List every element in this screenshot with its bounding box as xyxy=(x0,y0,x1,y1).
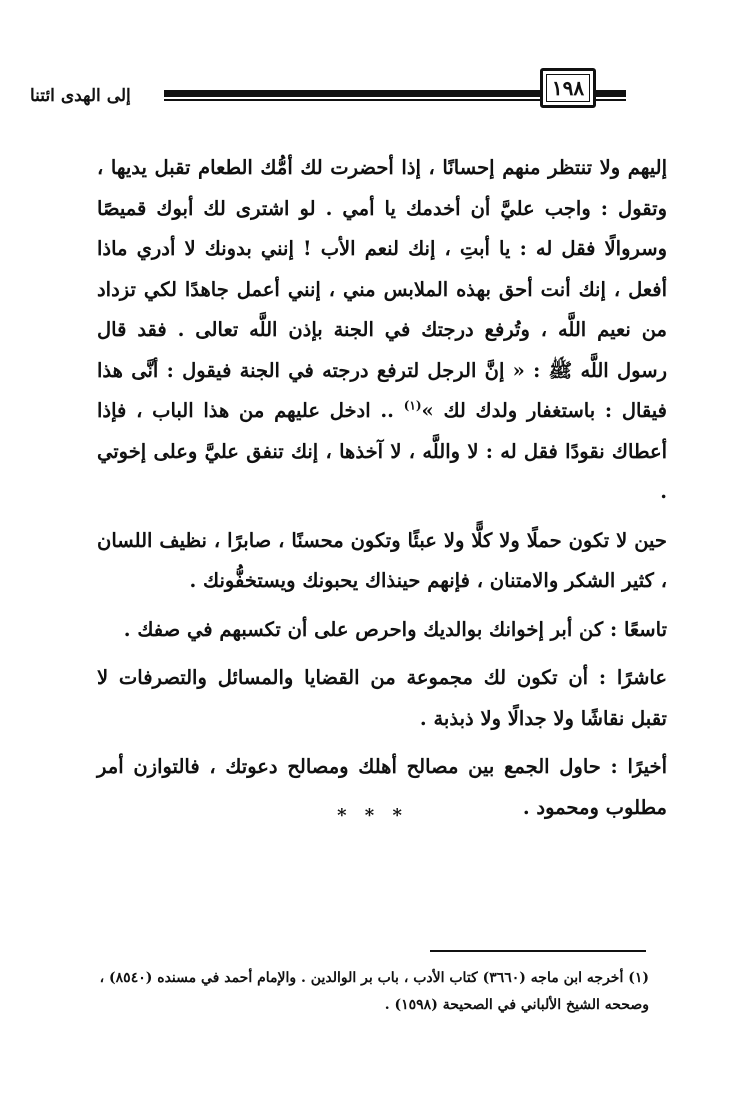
running-title: إلى الهدى ائتنا xyxy=(30,86,131,106)
footnote-line-1: (١) أخرجه ابن ماجه (٣٦٦٠) كتاب الأدب ، باب بر الوالدين . والإمام أحمد في مسنده (٨٥٤٠) ، xyxy=(99,970,649,986)
paragraph-1-text: إليهم ولا تنتظر منهم إحسانًا ، إذا أحضرت لك أمُّك الطعام تقبل يديها ، وتقول : واجب عليَّ أن أخدمك يا أمي . لو اشترى لك أبوك قميصًا وسروالًا فقل له : يا أبتِ ، إنك لنعم الأب ! إنني بدونك لا أدري ماذا أفعل ، إنك أنت أحق بهذه الملابس مني ، إنني أعمل جاهدًا لكي تزداد من نعيم اللَّه ، وتُرفع درجتك في الجنة بإذن اللَّه تعالى . فقد قال رسول اللَّه ﷺ : « إنَّ الرجل لترفع درجته في الجنة فيقول : أنَّى هذا فيقال : باستغفار ولدك لك » xyxy=(97,156,667,422)
footnote-divider xyxy=(430,950,646,952)
footnote-reference: (١) xyxy=(403,398,422,413)
header-rule-thin xyxy=(164,99,572,101)
footnote-line-2: وصححه الشيخ الألباني في الصحيحة (١٥٩٨) . xyxy=(384,997,649,1013)
paragraph-1-continued: .. ادخل عليهم من هذا الباب ، فإذا أعطاك نقودًا فقل له : لا واللَّه ، لا آخذها ، إنك تنفق عليَّ وعلى إخوتي . xyxy=(97,399,667,503)
section-separator: * * * xyxy=(337,805,408,826)
paragraph-tenth: عاشرًا : أن تكون لك مجموعة من القضايا والمسائل والتصرفات لا تقبل نقاشًا ولا جدالًا ولا ذبذبة . xyxy=(97,666,667,730)
paragraph-1 xyxy=(97,148,667,513)
paragraph-2: حين لا تكون حملًا ولا كلًّا ولا عبئًا وتكون محسنًا ، صابرًا ، نظيف اللسان ، كثير الشكر والامتنان ، فإنهم حينذاك يحبونك ويستخفُّونك . xyxy=(97,528,667,592)
page-header xyxy=(30,66,630,116)
paragraph-finally: أخيرًا : حاول الجمع بين مصالح أهلك ومصالح دعوتك ، فالتوازن أمر مطلوب ومحمود . xyxy=(97,755,667,819)
footnotes xyxy=(89,965,649,1019)
page-number: ١٩٨ xyxy=(540,68,596,108)
header-rule xyxy=(164,90,572,97)
main-text xyxy=(97,148,667,828)
paragraph-ninth: تاسعًا : كن أبر إخوانك بوالديك واحرص على أن تكسبهم في صفك . xyxy=(123,617,667,641)
